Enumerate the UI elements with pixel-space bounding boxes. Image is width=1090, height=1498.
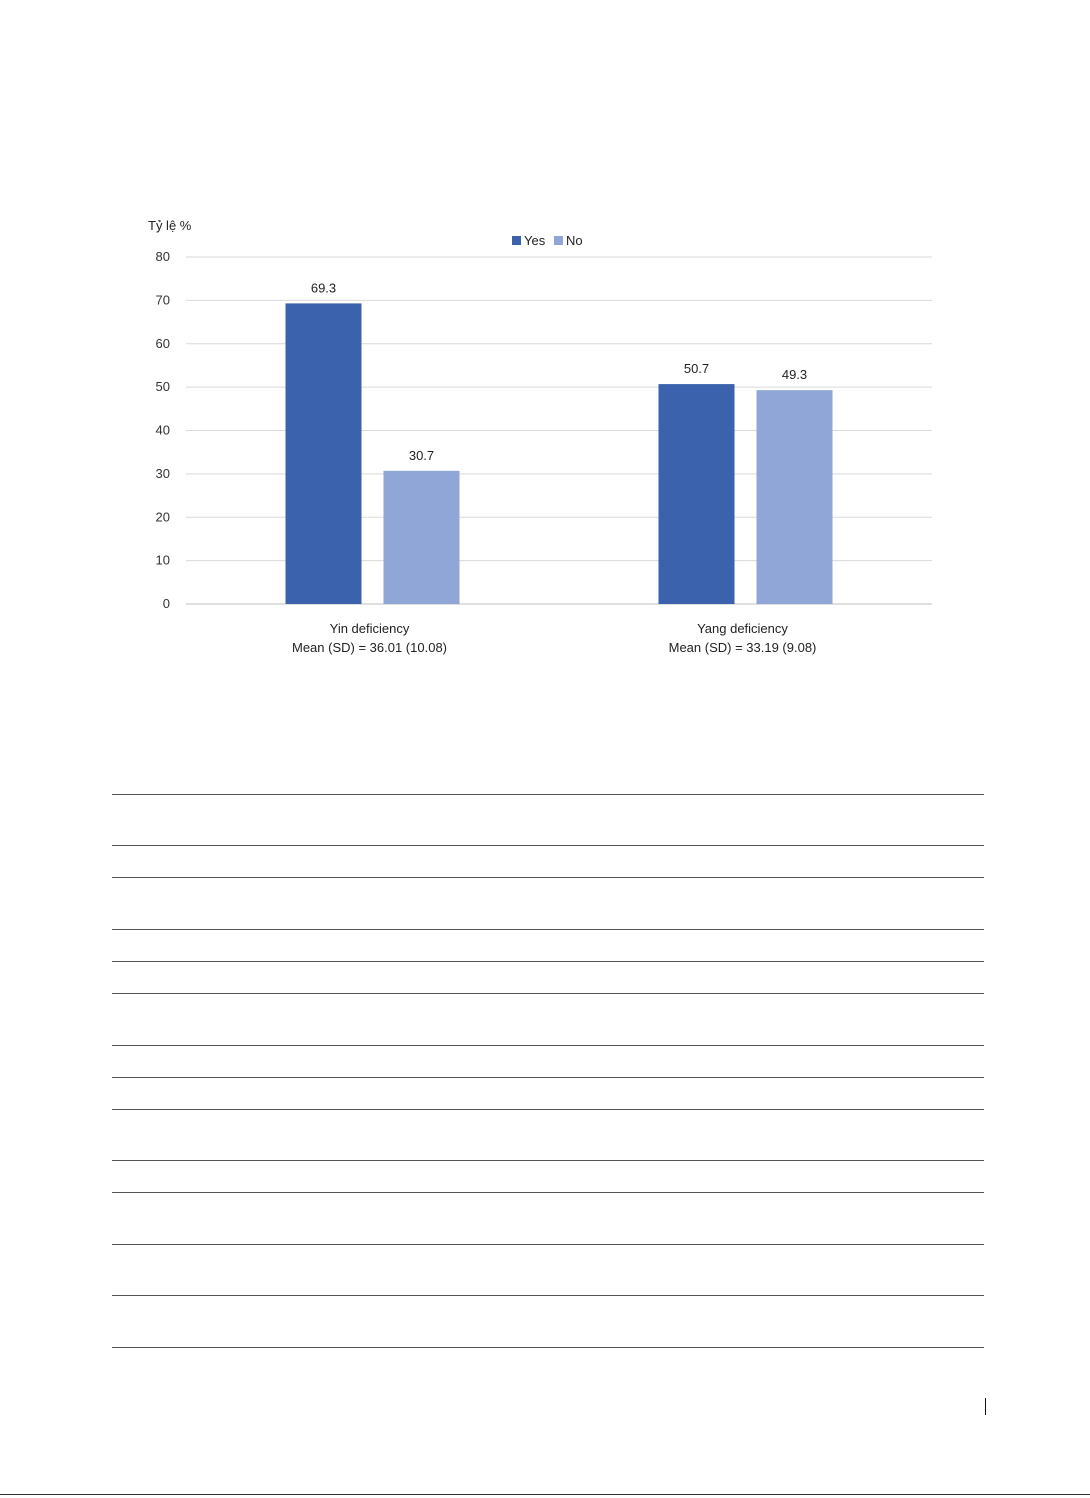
legend-swatch-yes — [512, 236, 521, 245]
data-label: 69.3 — [310, 280, 337, 296]
data-label: 50.7 — [683, 361, 710, 377]
y-tick-labels — [156, 249, 170, 611]
y-tick-label: 60 — [155, 335, 170, 351]
table-rule — [112, 1160, 984, 1161]
bar-yes-0 — [286, 303, 362, 604]
data-label: 49.3 — [781, 367, 808, 383]
category-label: Mean (SD) = 36.01 (10.08) — [292, 640, 447, 655]
category-labels — [292, 621, 816, 655]
table-rule — [112, 1295, 984, 1296]
category-label: Yang deficiency — [697, 621, 788, 636]
table-rule — [112, 1192, 984, 1193]
page-bottom-rule — [0, 1494, 1090, 1495]
y-tick-label: 10 — [155, 552, 170, 568]
y-tick-label: 30 — [155, 465, 170, 481]
y-tick-label: 0 — [162, 596, 170, 611]
bar-no-0 — [384, 471, 460, 604]
category-label: Mean (SD) = 33.19 (9.08) — [668, 640, 817, 655]
y-tick-label: 40 — [155, 422, 170, 438]
bars — [286, 303, 833, 604]
category-label: Yin deficiency — [329, 621, 410, 636]
legend — [512, 233, 583, 248]
table-rule — [112, 877, 984, 878]
y-tick-label: 70 — [155, 292, 170, 308]
table-rule — [112, 1077, 984, 1078]
page-margin-mark — [985, 1398, 986, 1415]
table-rule — [112, 1244, 984, 1245]
table-rule — [112, 794, 984, 795]
bar-chart — [0, 0, 1090, 700]
y-tick-label: 80 — [155, 249, 170, 264]
bar-no-1 — [757, 390, 833, 604]
y-axis-label: Tỷ lệ % — [148, 218, 192, 233]
table-rule — [112, 929, 984, 930]
y-tick-label: 20 — [155, 509, 170, 525]
bar-yes-1 — [659, 384, 735, 604]
table-rule — [112, 993, 984, 994]
table-rule — [112, 961, 984, 962]
table-rule — [112, 1347, 984, 1348]
legend-label: No — [566, 233, 583, 248]
table-rule — [112, 1045, 984, 1046]
table-rule — [112, 845, 984, 846]
data-label: 30.7 — [408, 447, 435, 463]
table-rule — [112, 1109, 984, 1110]
y-tick-label: 50 — [155, 379, 170, 395]
legend-label: Yes — [524, 233, 546, 248]
legend-swatch-no — [554, 236, 563, 245]
